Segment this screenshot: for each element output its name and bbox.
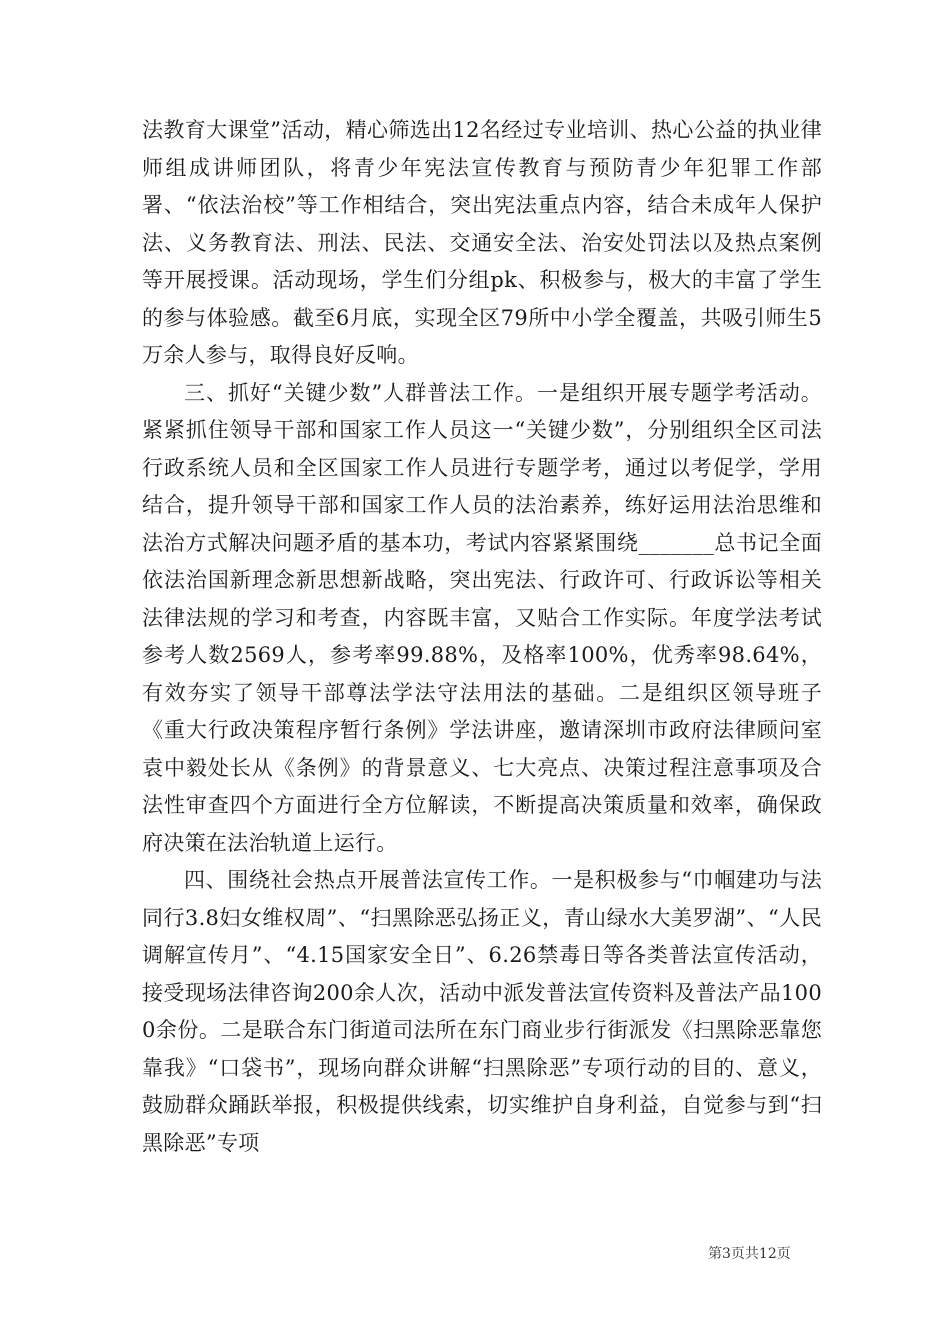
paragraph-continued: 法教育大课堂”活动，精心筛选出12名经过专业培训、热心公益的执业律师组成讲师团队，将青少年宪法宣传教育与预防青少年犯罪工作部署、“依法治校”等工作相结合，突出宪法重点内容，结合未成年人保护法、义务教育法、刑法、民法、交通安全法、治安处罚法以及热点案例等开展授课。活动现场，学生们分组pk、积极参与，极大的丰富了学生的参与体验感。截至6月底，实现全区79所中小学全覆盖，共吸引师生5万余人参与，取得良好反响。 (142, 118, 822, 367)
page-number: 第3页共12页 (708, 1246, 791, 1262)
paragraph-section-four: 四、围绕社会热点开展普法宣传工作。一是积极参与“巾帼建功与法同行3.8妇女维权周”、“扫黑除恶弘扬正义，青山绿水大美罗湖”、“人民调解宣传月”、“4.15国家安全日”、6.26禁毒日等各类普法宣传活动，接受现场法律咨询200余人次，活动中派发普法宣传资料及普法产品1000余份。二是联合东门街道司法所在东门商业步行街派发《扫黑除恶靠您靠我》“口袋书”，现场向群众讲解“扫黑除恶”专项行动的目的、意义，鼓励群众踊跃举报，积极提供线索，切实维护自身利益，自觉参与到“扫黑除恶”专项 (142, 868, 822, 1155)
document-body (142, 112, 822, 1162)
paragraph-section-three: 三、抓好“关键少数”人群普法工作。一是组织开展专题学考活动。紧紧抓住领导干部和国家工作人员这一“关键少数”，分别组织全区司法行政系统人员和全区国家工作人员进行专题学考，通过以考促学，学用结合，提升领导干部和国家工作人员的法治素养，练好运用法治思维和法治方式解决问题矛盾的基本功，考试内容紧紧围绕_______总书记全面依法治国新理念新思想新战略，突出宪法、行政许可、行政诉讼等相关法律法规的学习和考查，内容既丰富，又贴合工作实际。年度学法考试参考人数2569人，参考率99.88%，及格率100%，优秀率98.64%，有效夯实了领导干部尊法学法守法用法的基础。二是组织区领导班子《重大行政决策程序暂行条例》学法讲座，邀请深圳市政府法律顾问室袁中毅处长从《条例》的背景意义、七大亮点、决策过程注意事项及合法性审查四个方面进行全方位解读，不断提高决策质量和效率，确保政府决策在法治轨道上运行。 (142, 380, 822, 855)
